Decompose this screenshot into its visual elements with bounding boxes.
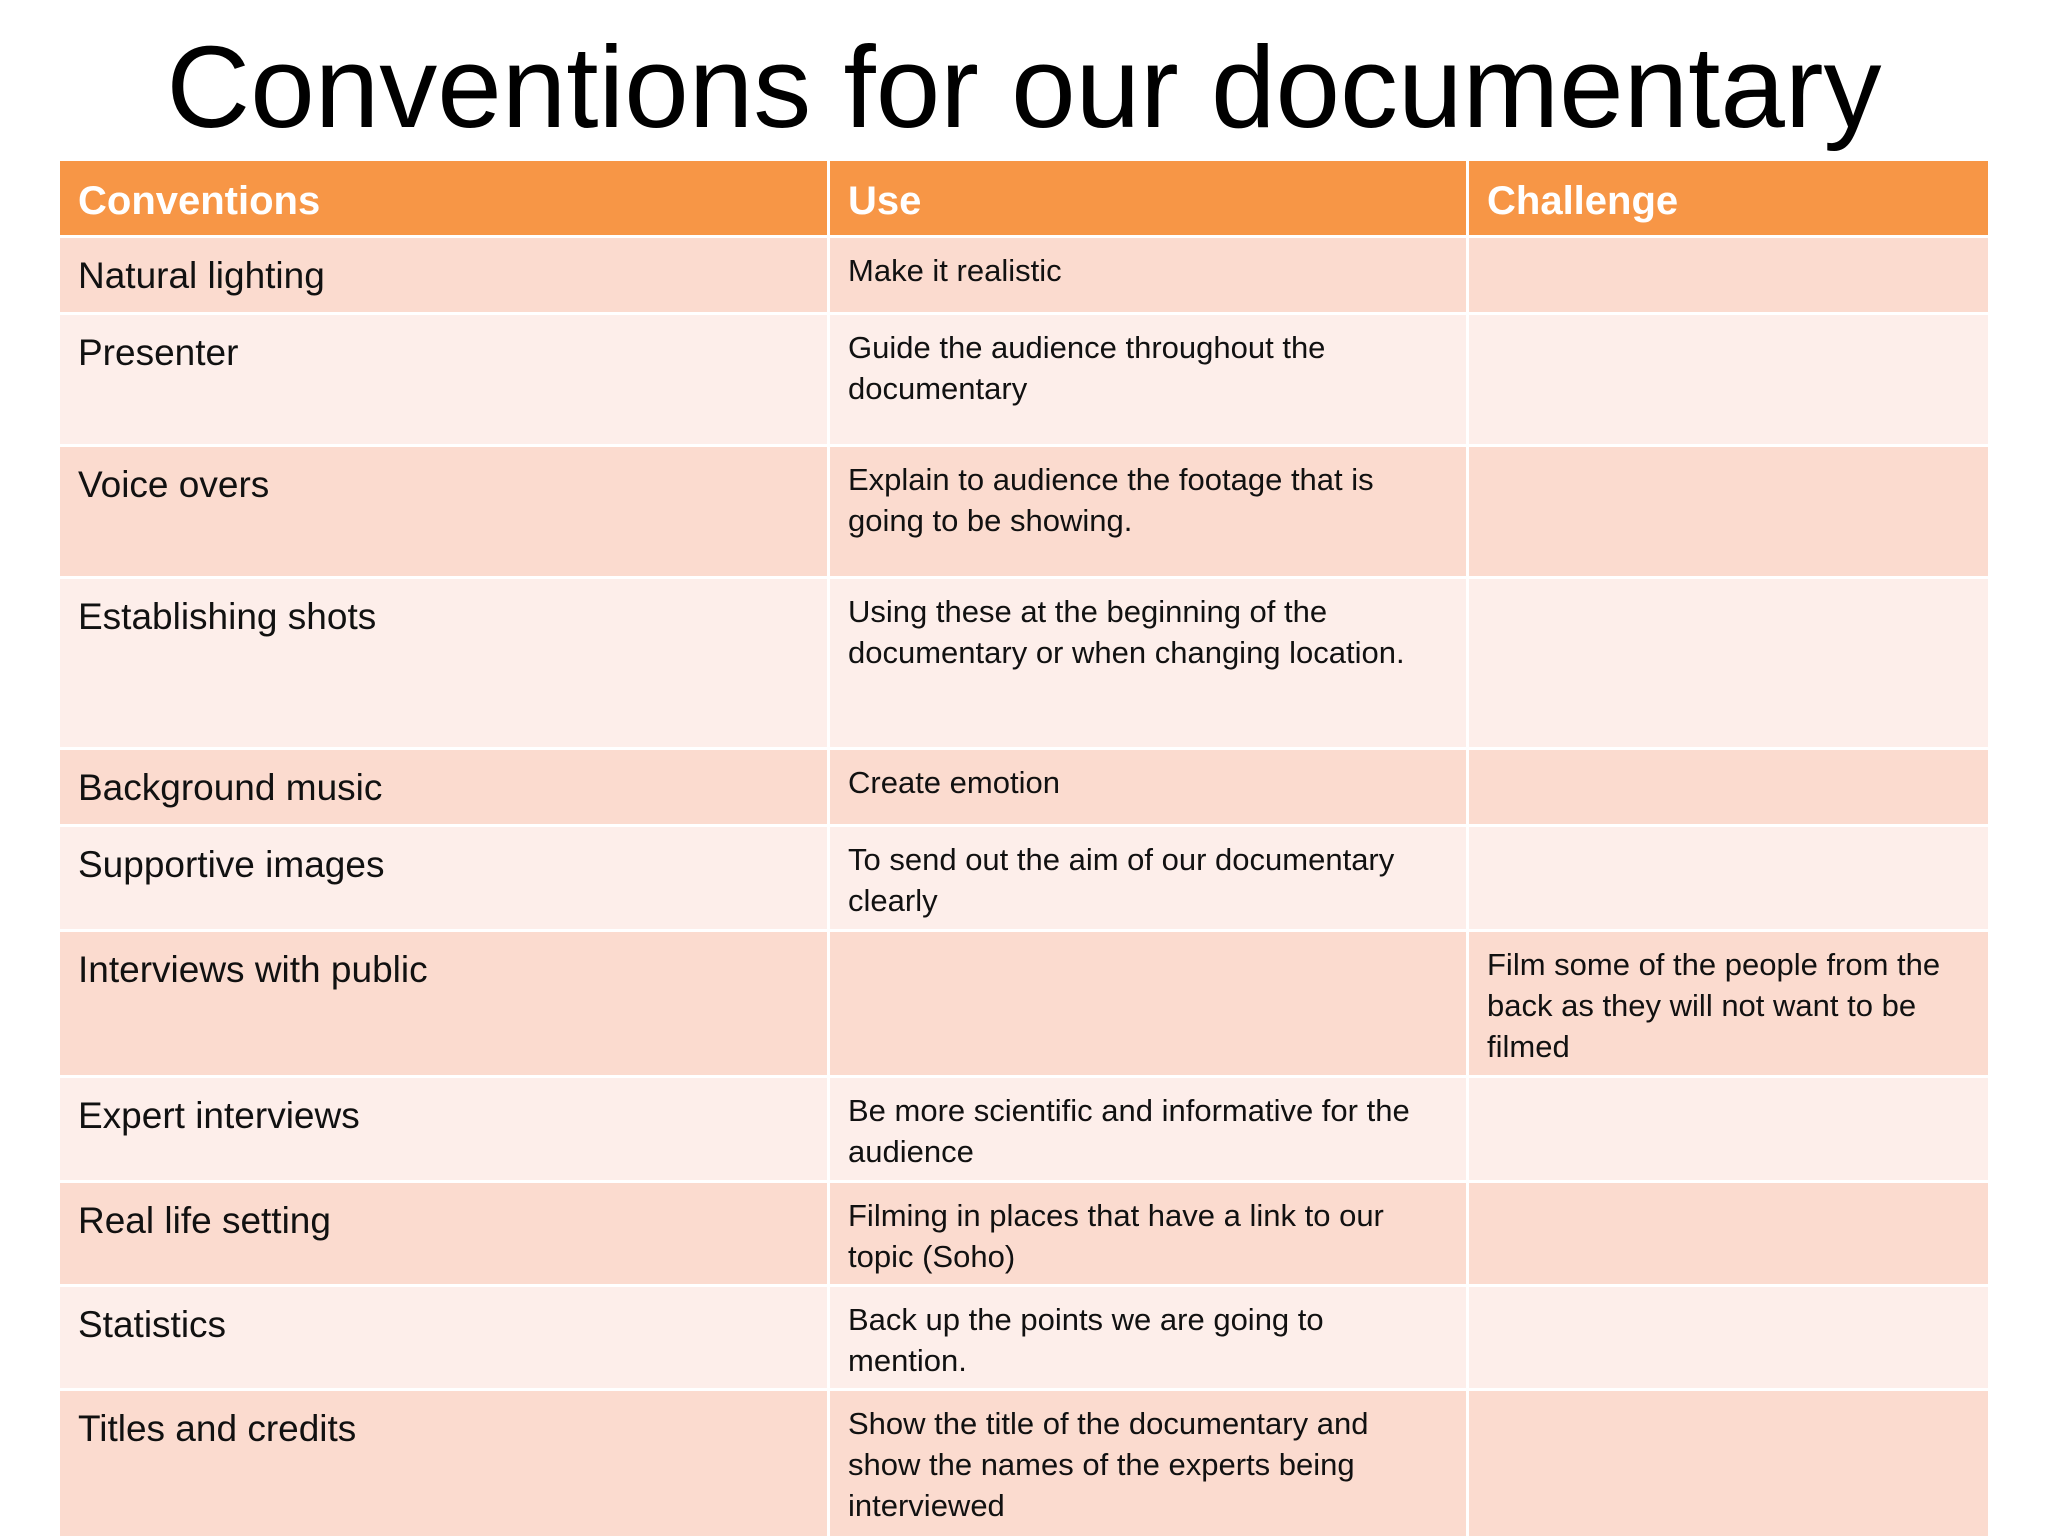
convention-text: Expert interviews xyxy=(78,1095,360,1136)
convention-text: Voice overs xyxy=(78,464,270,505)
use-text: Be more scientific and informative for the audience xyxy=(848,1093,1410,1169)
convention-cell xyxy=(59,237,829,314)
convention-cell xyxy=(59,826,829,931)
challenge-text xyxy=(1487,1183,1970,1195)
slide-title: Conventions for our documentary xyxy=(166,22,1882,152)
use-text: Guide the audience throughout the documentary xyxy=(848,330,1326,406)
table-row xyxy=(59,931,1990,1077)
challenge-cell xyxy=(1468,931,1990,1077)
convention-text: Real life setting xyxy=(78,1200,331,1241)
convention-cell xyxy=(59,1077,829,1182)
challenge-text xyxy=(1487,750,1970,762)
use-text: To send out the aim of our documentary clearly xyxy=(848,842,1395,918)
table-row xyxy=(59,314,1990,446)
convention-text: Presenter xyxy=(78,332,239,373)
use-text: Explain to audience the footage that is going to be showing. xyxy=(848,462,1374,538)
convention-cell xyxy=(59,314,829,446)
challenge-cell xyxy=(1468,1390,1990,1536)
use-cell xyxy=(829,826,1468,931)
use-cell xyxy=(829,446,1468,578)
challenge-cell xyxy=(1468,237,1990,314)
table-header-row xyxy=(59,160,1990,237)
convention-cell xyxy=(59,446,829,578)
challenge-text xyxy=(1487,1287,1970,1299)
challenge-cell xyxy=(1468,446,1990,578)
use-text: Back up the points we are going to mention. xyxy=(848,1302,1324,1378)
use-text: Create emotion xyxy=(848,765,1060,800)
challenge-text xyxy=(1487,447,1970,459)
use-cell xyxy=(829,578,1468,749)
convention-text: Establishing shots xyxy=(78,596,377,637)
challenge-text xyxy=(1487,827,1970,839)
challenge-cell xyxy=(1468,578,1990,749)
use-text: Show the title of the documentary and show the names of the experts being interviewed xyxy=(848,1406,1369,1523)
table-row xyxy=(59,1390,1990,1536)
table-row xyxy=(59,446,1990,578)
convention-text: Titles and credits xyxy=(78,1408,357,1449)
convention-text: Interviews with public xyxy=(78,949,428,990)
challenge-text xyxy=(1487,1078,1970,1090)
table-row xyxy=(59,1286,1990,1390)
challenge-text xyxy=(1487,315,1970,327)
convention-text: Supportive images xyxy=(78,844,385,885)
use-text: Filming in places that have a link to our topic (Soho) xyxy=(848,1198,1384,1274)
use-text: Using these at the beginning of the documentary or when changing location. xyxy=(848,594,1405,670)
challenge-cell xyxy=(1468,1077,1990,1182)
use-cell xyxy=(829,1390,1468,1536)
challenge-cell xyxy=(1468,826,1990,931)
challenge-cell xyxy=(1468,1286,1990,1390)
header-conventions: Conventions xyxy=(59,160,829,237)
use-cell xyxy=(829,1077,1468,1182)
convention-cell xyxy=(59,1182,829,1286)
convention-cell xyxy=(59,1286,829,1390)
use-cell xyxy=(829,1286,1468,1390)
table-row xyxy=(59,237,1990,314)
header-challenge: Challenge xyxy=(1468,160,1990,237)
use-text xyxy=(848,932,1448,944)
table-row xyxy=(59,578,1990,749)
convention-text: Statistics xyxy=(78,1304,227,1345)
challenge-text: Film some of the people from the back as they will not want to be filmed xyxy=(1487,947,1941,1064)
table-row xyxy=(59,1077,1990,1182)
challenge-text xyxy=(1487,1391,1970,1403)
use-text: Make it realistic xyxy=(848,253,1062,288)
convention-cell xyxy=(59,931,829,1077)
use-cell xyxy=(829,237,1468,314)
table-row xyxy=(59,826,1990,931)
challenge-cell xyxy=(1468,1182,1990,1286)
challenge-text xyxy=(1487,579,1970,591)
table-row xyxy=(59,1182,1990,1286)
header-use: Use xyxy=(829,160,1468,237)
conventions-table xyxy=(57,158,1991,1536)
convention-cell xyxy=(59,578,829,749)
convention-cell xyxy=(59,749,829,826)
challenge-text xyxy=(1487,238,1970,250)
table-row xyxy=(59,749,1990,826)
use-cell xyxy=(829,1182,1468,1286)
use-cell xyxy=(829,749,1468,826)
convention-text: Natural lighting xyxy=(78,255,325,296)
convention-text: Background music xyxy=(78,767,383,808)
challenge-cell xyxy=(1468,749,1990,826)
use-cell xyxy=(829,931,1468,1077)
challenge-cell xyxy=(1468,314,1990,446)
use-cell xyxy=(829,314,1468,446)
convention-cell xyxy=(59,1390,829,1536)
